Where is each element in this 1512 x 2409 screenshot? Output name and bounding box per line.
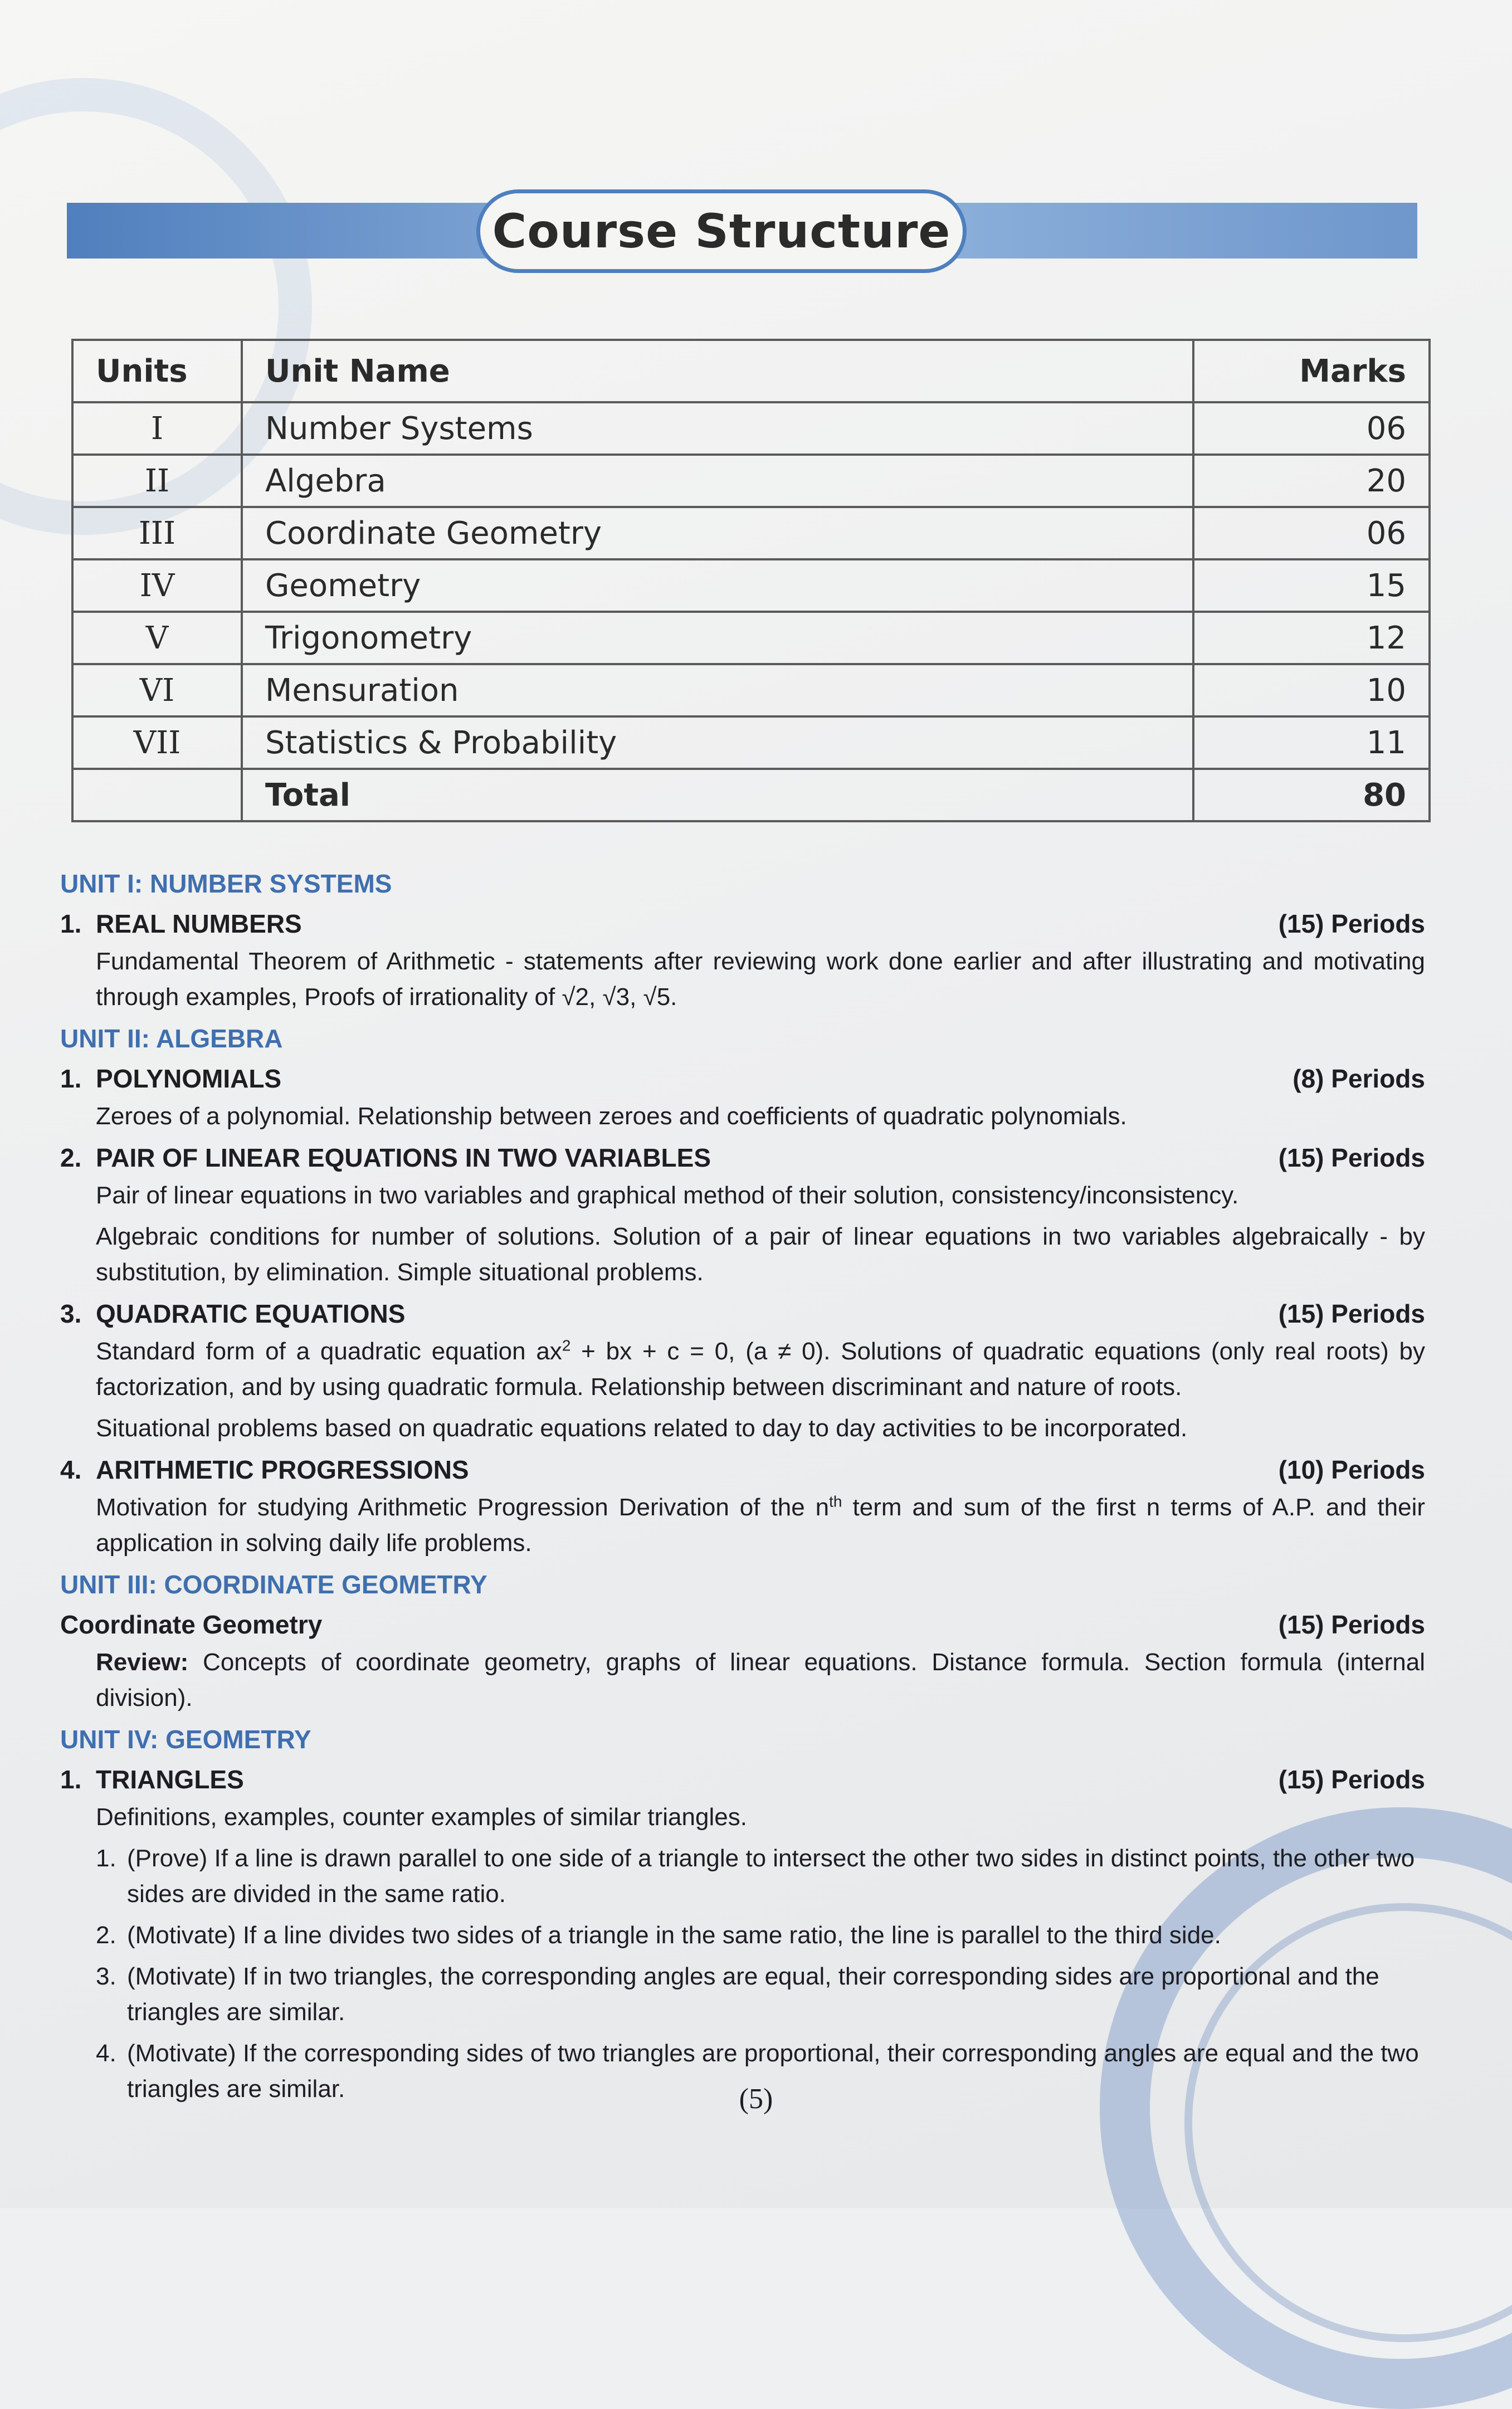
unit-name-cell: Geometry: [242, 559, 1193, 612]
total-label: Total: [242, 769, 1193, 821]
empty-cell: [72, 769, 242, 821]
table-row: [72, 664, 1430, 716]
marks-cell: 12: [1193, 612, 1430, 664]
topic-description: Algebraic conditions for number of solutions. Solution of a pair of linear equations in two variables algebraically - by substitution, by elimination. Simple situational problems.: [96, 1223, 1425, 1286]
unit-heading: UNIT IV: GEOMETRY: [60, 1725, 311, 1754]
item-number: 4.: [96, 2040, 116, 2067]
topic-periods: (15) Periods: [1278, 1143, 1425, 1172]
topic-title-wrap: [60, 1452, 469, 1488]
topic-description: [96, 1334, 1425, 1405]
topic-number: 2.: [60, 1143, 82, 1172]
topic-number: 4.: [60, 1455, 82, 1484]
topic-periods: (15) Periods: [1278, 909, 1425, 938]
topic-row: [60, 1452, 1425, 1488]
column-header-unit-name: Unit Name: [242, 340, 1193, 402]
topic-description: Definitions, examples, counter examples of similar triangles.: [96, 1803, 747, 1831]
superscript: 2: [562, 1337, 571, 1354]
unit-cell: V: [72, 612, 242, 664]
topic-title: QUADRATIC EQUATIONS: [96, 1299, 406, 1328]
unit-cell: VII: [72, 716, 242, 769]
total-marks: 80: [1193, 769, 1430, 821]
topic-title-wrap: [60, 1140, 711, 1176]
table-row: [72, 402, 1430, 455]
column-header-marks: Marks: [1193, 340, 1430, 402]
topic-title: Coordinate Geometry: [60, 1610, 323, 1639]
unit-cell: III: [72, 507, 242, 559]
topic-row: [60, 1607, 1425, 1642]
unit-name-cell: Algebra: [242, 455, 1193, 507]
item-number: 3.: [96, 1963, 116, 1990]
unit-cell: II: [72, 455, 242, 507]
topic-periods: (15) Periods: [1278, 1299, 1425, 1328]
topic-title: POLYNOMIALS: [96, 1064, 282, 1093]
triangle-theorems-list: [96, 1841, 1425, 2107]
topic-row: [60, 1762, 1425, 1797]
topic-periods: (8) Periods: [1292, 1064, 1425, 1093]
table-row: [72, 559, 1430, 612]
list-item: [96, 1959, 1425, 2030]
topic-title: PAIR OF LINEAR EQUATIONS IN TWO VARIABLES: [96, 1143, 711, 1172]
topic-description: Zeroes of a polynomial. Relationship between zeroes and coefficients of quadratic polynomials.: [96, 1103, 1127, 1130]
table-total-row: [72, 769, 1430, 821]
marks-cell: 06: [1193, 402, 1430, 455]
topic-title-wrap: [60, 1296, 405, 1332]
topic-description: Fundamental Theorem of Arithmetic - statements after reviewing work done earlier and after illustrating and motivating through examples, Proofs of irrationality of √2, √3, √5.: [96, 948, 1425, 1011]
topic-row: [60, 906, 1425, 942]
item-number: 2.: [96, 1922, 116, 1949]
topic-title-wrap: [60, 1762, 244, 1797]
unit-cell: I: [72, 402, 242, 455]
topic-title: REAL NUMBERS: [96, 909, 302, 938]
page-title: Course Structure: [492, 204, 951, 259]
marks-cell: 11: [1193, 716, 1430, 769]
topic-row: [60, 1061, 1425, 1096]
topic-title-wrap: [60, 1061, 281, 1096]
unit-cell: VI: [72, 664, 242, 716]
unit-name-cell: Number Systems: [242, 402, 1193, 455]
unit-cell: IV: [72, 559, 242, 612]
text-fragment: + bx + c = 0, (a ≠ 0). Solutions of quadratic equations (only real roots) by factorization, and by using quadratic formula. Relationship between discriminant and nature of roots.: [96, 1338, 1425, 1401]
topic-periods: (10) Periods: [1278, 1455, 1425, 1484]
course-structure-table: [71, 339, 1431, 822]
page-number: (5): [739, 2083, 773, 2115]
topic-row: [60, 1296, 1425, 1332]
marks-cell: 10: [1193, 664, 1430, 716]
topic-title-wrap: [60, 906, 302, 942]
unit-heading: UNIT III: COORDINATE GEOMETRY: [60, 1570, 487, 1599]
topic-periods: (15) Periods: [1278, 1610, 1425, 1639]
item-text: (Motivate) If the corresponding sides of two triangles are proportional, their corresponding angles are equal and the two triangles are similar.: [127, 2040, 1419, 2103]
marks-cell: 15: [1193, 559, 1430, 612]
table-row: [72, 507, 1430, 559]
unit-name-cell: Statistics & Probability: [242, 716, 1193, 769]
topic-title: ARITHMETIC PROGRESSIONS: [96, 1455, 469, 1484]
table-row: [72, 612, 1430, 664]
item-text: (Prove) If a line is drawn parallel to one side of a triangle to intersect the other two sides in distinct points, the other two sides are divided in the same ratio.: [127, 1845, 1415, 1908]
list-item: [96, 1918, 1425, 1953]
topic-description: [96, 1645, 1425, 1716]
review-label: Review:: [96, 1649, 189, 1676]
topic-periods: (15) Periods: [1278, 1765, 1425, 1794]
column-header-units: Units: [72, 340, 242, 402]
topic-row: [60, 1140, 1425, 1176]
unit-heading: UNIT II: ALGEBRA: [60, 1024, 283, 1053]
title-pill: [476, 189, 967, 273]
topic-description: Pair of linear equations in two variables and graphical method of their solution, consistency/inconsistency.: [96, 1182, 1239, 1209]
unit-name-cell: Mensuration: [242, 664, 1193, 716]
topic-description: [96, 1490, 1425, 1561]
syllabus-content: [60, 862, 1425, 2113]
text-fragment: term and sum of the first n terms of A.P. and their application in solving daily life problems.: [96, 1494, 1425, 1557]
review-text: Concepts of coordinate geometry, graphs of linear equations. Distance formula. Section formula (internal division).: [96, 1649, 1425, 1711]
unit-name-cell: Trigonometry: [242, 612, 1193, 664]
table-header-row: [72, 340, 1430, 402]
table-row: [72, 716, 1430, 769]
topic-number: 1.: [60, 1765, 82, 1794]
topic-number: 1.: [60, 909, 82, 938]
topic-number: 3.: [60, 1299, 82, 1328]
marks-cell: 06: [1193, 507, 1430, 559]
text-fragment: Motivation for studying Arithmetic Progression Derivation of the n: [96, 1494, 830, 1521]
unit-name-cell: Coordinate Geometry: [242, 507, 1193, 559]
item-text: (Motivate) If in two triangles, the corresponding angles are equal, their corresponding sides are proportional and the triangles are similar.: [127, 1963, 1379, 2026]
superscript: th: [829, 1493, 842, 1510]
topic-description: Situational problems based on quadratic equations related to day to day activities to be incorporated.: [96, 1415, 1188, 1442]
table-row: [72, 455, 1430, 507]
item-text: (Motivate) If a line divides two sides of a triangle in the same ratio, the line is parallel to the third side.: [127, 1922, 1221, 1949]
list-item: [96, 1841, 1425, 1912]
topic-number: 1.: [60, 1064, 82, 1093]
topic-title: TRIANGLES: [96, 1765, 244, 1794]
text-fragment: Standard form of a quadratic equation ax: [96, 1338, 562, 1365]
unit-heading: UNIT I: NUMBER SYSTEMS: [60, 869, 392, 898]
item-number: 1.: [96, 1845, 116, 1872]
marks-cell: 20: [1193, 455, 1430, 507]
